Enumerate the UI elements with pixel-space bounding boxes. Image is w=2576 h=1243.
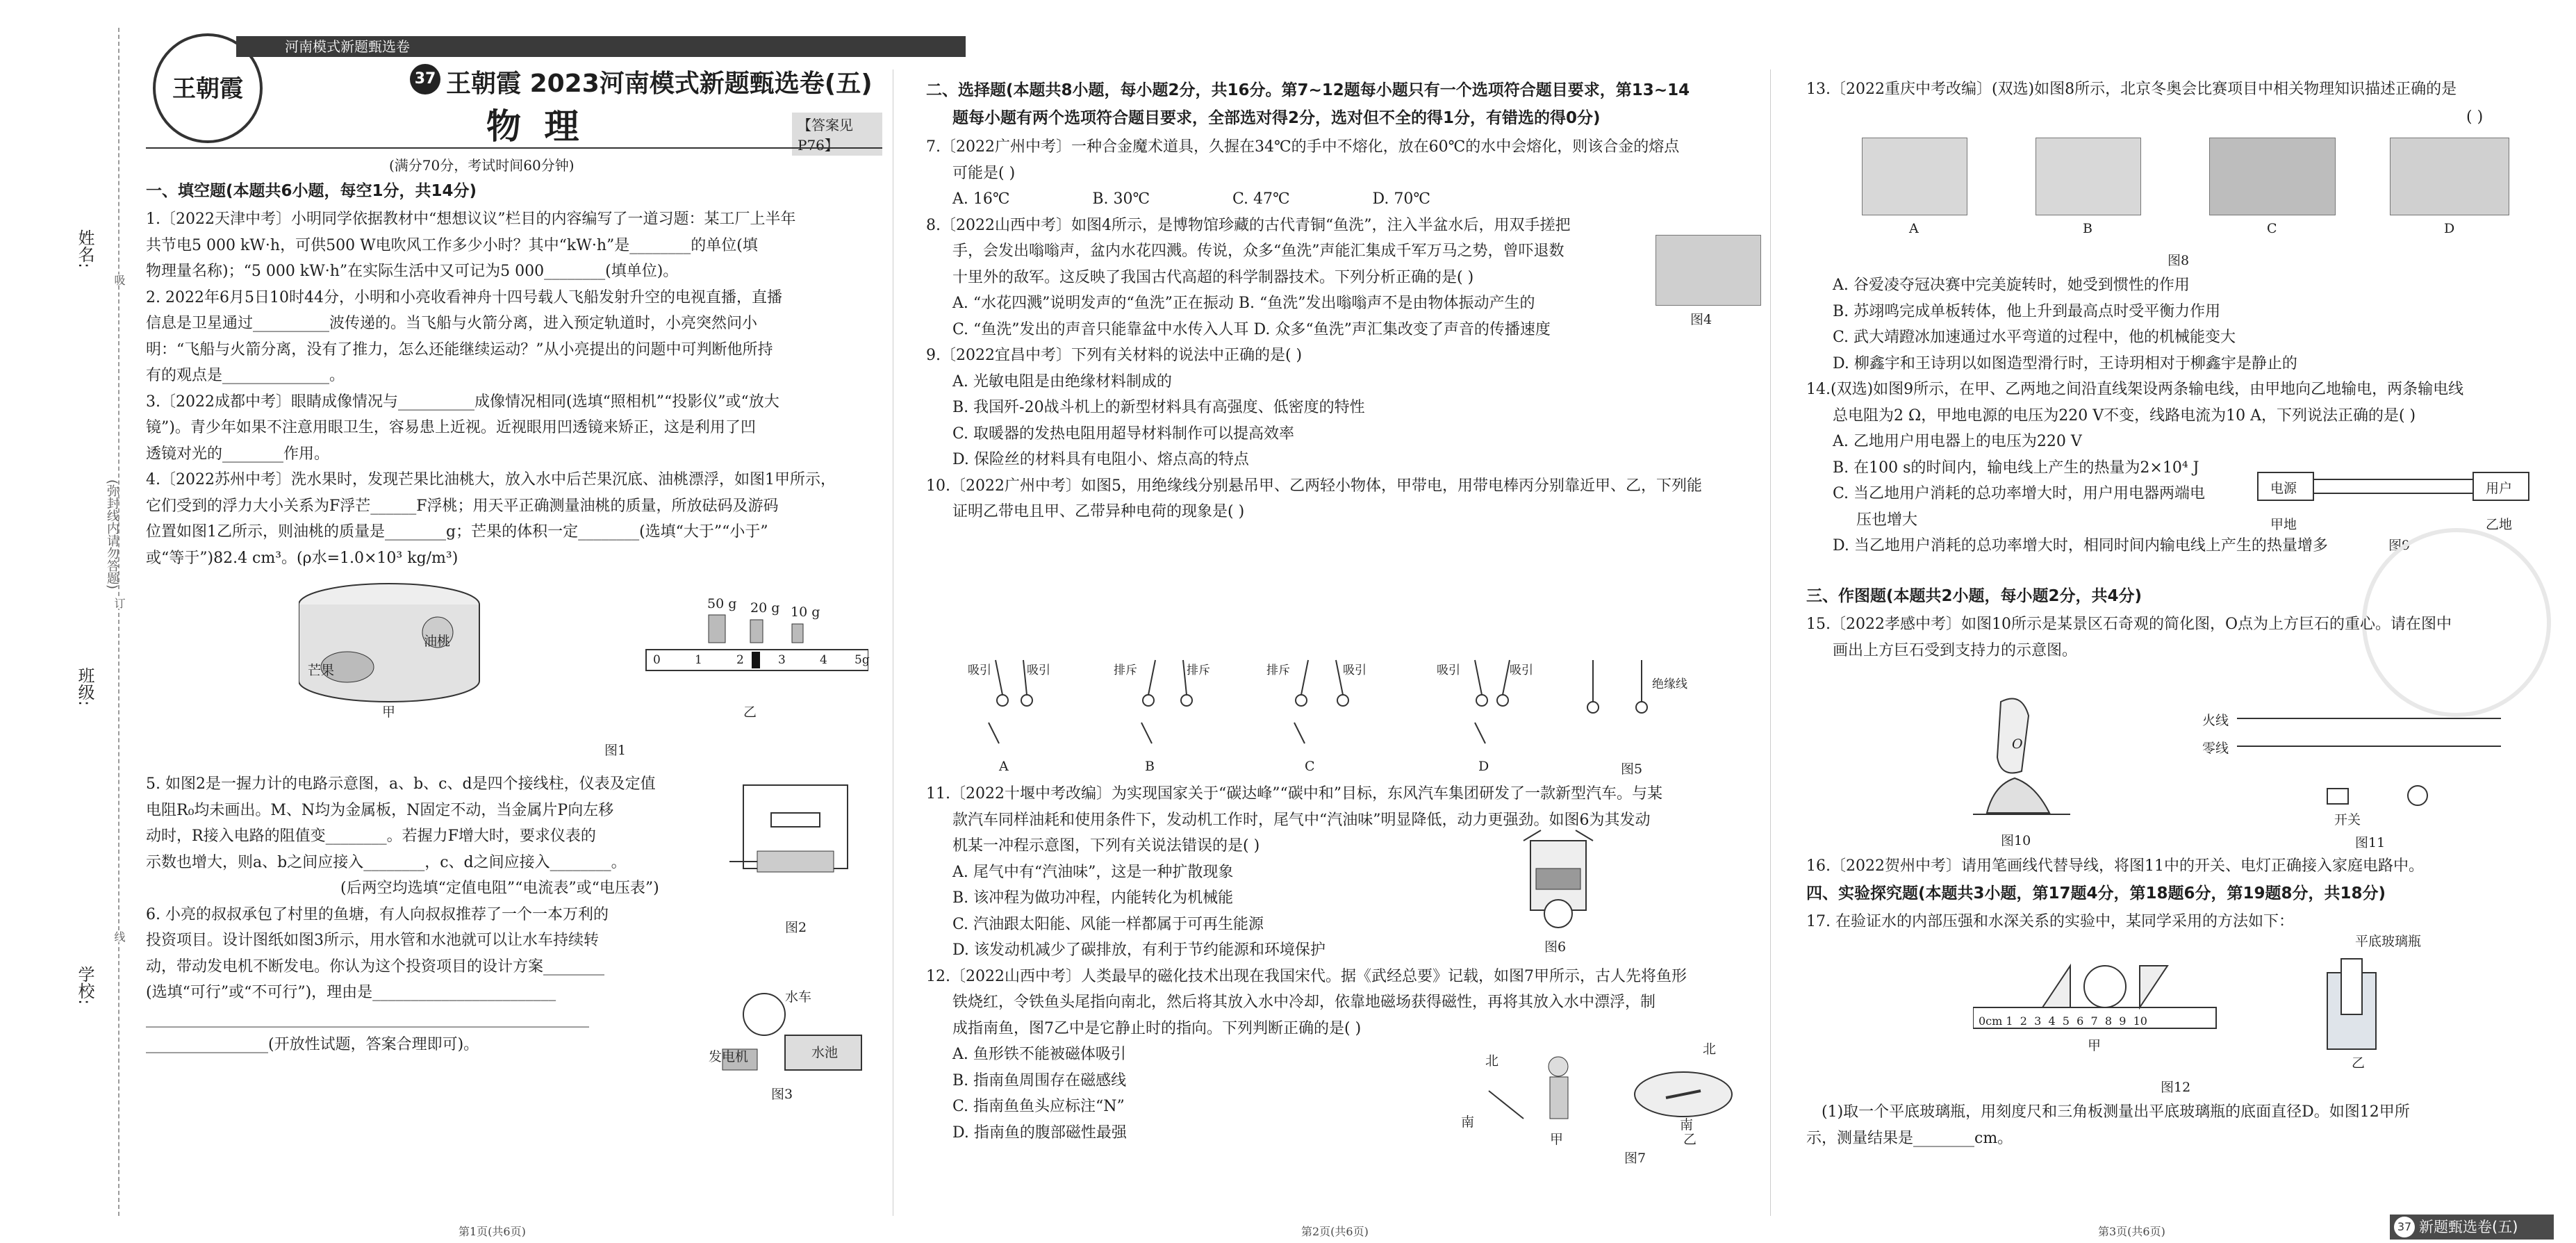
page-1-footer: 第1页(共6页) — [459, 1225, 526, 1238]
fig3-generator-label: 发电机 — [709, 1049, 749, 1064]
fig12-caption: 图12 — [2161, 1080, 2191, 1095]
fig7-north-a: 北 — [1485, 1053, 1499, 1069]
fig9-a: 甲地 — [2270, 517, 2297, 532]
fig5-word: 吸引 — [1343, 664, 1367, 677]
option-item: B. 苏翊鸣完成单板转体，他上升到最高点时受平衡力作用 — [1833, 302, 2221, 320]
question-line: 9.〔2022宜昌中考〕下列有关材料的说法中正确的是( ) — [926, 347, 1303, 364]
question-line: 8.〔2022山西中考〕如图4所示，是博物馆珍藏的古代青铜“鱼洗”，注入半盆水后，用双手搓把 — [926, 216, 1571, 234]
fig5-wire-label: 绝缘线 — [1652, 677, 1687, 691]
option-item: D. 该发动机减少了碳排放，有利于节约能源和环境保护 — [952, 941, 1326, 959]
question-line: 投资项目。设计图纸如图3所示，用水管和水池就可以让水车持续转 — [146, 932, 599, 949]
question-line: 17. 在验证水的内部压强和水深关系的实验中，某同学采用的方法如下： — [1806, 913, 2294, 930]
option-item: B. 指南鱼周围存在磁感线 — [952, 1071, 1127, 1089]
fig1-scale-tick: 3 — [778, 653, 786, 667]
fig1-scale-tick: 0 — [653, 653, 661, 667]
section-2-title-cont: 题每小题有两个选项符合题目要求，全部选对得2分，选对但不全的得1分，有错选的得0分) — [952, 109, 1601, 127]
section-2-title: 二、选择题(本题共8小题，每小题2分，共16分。第7~12题每小题只有一个选项符合题目要求，第13~14 — [926, 81, 1690, 99]
question-17 — [1806, 909, 2294, 935]
option-item: D. 指南鱼的腹部磁性最强 — [952, 1123, 1127, 1142]
fig3-pool-label: 水池 — [811, 1045, 839, 1060]
option-item: B. 该冲程为做功冲程，内能转化为机械能 — [952, 889, 1234, 907]
fig7-south-a: 南 — [1461, 1114, 1475, 1130]
question-line: 共节电5 000 kW·h，可供500 W电吹风工作多少小时？其中“kW·h”是________的单位(填 — [146, 236, 758, 254]
name-label: 姓名: — [75, 229, 94, 269]
option-item: C. 汽油跟太阳能、风能一样都属于可再生能源 — [952, 915, 1264, 933]
question-line: 物理量名称)；“5 000 kW·h”在实际生活中又可记为5 000________(填单位)。 — [146, 263, 679, 280]
paper-title — [446, 64, 873, 99]
figure-5 — [947, 653, 1711, 757]
option-item: D. 柳鑫宇和王诗玥以如图造型滑行时，王诗玥相对于柳鑫宇是静止的 — [1833, 354, 2297, 372]
question-line: 位置如图1乙所示，则油桃的质量是________g；芒果的体积一定________(选填“大于”“小于” — [146, 523, 768, 541]
question-line: 证明乙带电且甲、乙带异种电荷的现象是( ) — [952, 503, 1245, 520]
question-line: 6. 小亮的叔叔承包了村里的鱼塘，有人向叔叔推荐了一个一本万利的 — [146, 905, 609, 923]
question-15 — [1806, 611, 2452, 664]
question-line: 铁烧红，令铁鱼头尾指向南北，然后将其放入水中冷却，依靠地磁场获得磁性，再将其放入水中漂浮，制 — [952, 994, 1656, 1011]
question-line: 款汽车同样油耗和使用条件下，发动机工作时，尾气中“汽油味”明显降低，动力更强劲。如图6为其发动 — [952, 811, 1651, 829]
questions-5-6 — [146, 771, 659, 1058]
question-line: 1.〔2022天津中考〕小明同学依据教材中“想想议议”栏目的内容编写了一道习题：某工厂上半年 — [146, 211, 796, 228]
page-2-footer: 第2页(共6页) — [1301, 1225, 1369, 1238]
question-line: 示数也增大，则a、b之间应接入________，c、d之间应接入________。 — [146, 853, 627, 871]
question-line: 透镜对光的________作用。 — [146, 445, 330, 463]
fig9-source: 电源 — [2270, 481, 2297, 496]
page-2 — [926, 0, 1767, 1243]
options-line: A. 16℃ B. 30℃ C. 47℃ D. 70℃ — [952, 190, 1430, 208]
question-line: 它们受到的浮力大小关系为F浮芒______F浮桃；用天平正确测量油桃的质量，所放砝码及游码 — [146, 497, 779, 515]
question-line: 12.〔2022山西中考〕人类最早的磁化技术出现在我国宋代。据《武经总要》记载，如图7甲所示，古人先将鱼形 — [926, 967, 1687, 985]
figure-6-engine — [1503, 827, 1614, 931]
fig5-caption: 图5 — [1621, 762, 1643, 777]
fig7-caption-b: 乙 — [1683, 1132, 1697, 1147]
figure-8-photo — [2209, 138, 2336, 215]
question-17-part-1 — [1806, 1099, 2410, 1151]
fig5-word: 排斥 — [1114, 664, 1137, 677]
question-line: 14.(双选)如图9所示，在甲、乙两地之间沿直线架设两条输电线，由甲地向乙地输电，两条输电线 — [1806, 381, 2464, 398]
binding-mark: 吸 — [113, 274, 126, 286]
title-text: 2023河南模式新题甄选卷(五) — [529, 69, 873, 98]
answer-ref: 【答案见P76】 — [792, 113, 882, 156]
binding-line — [118, 28, 119, 1216]
question-line: 动时，R接入电路的阻值变________。若握力F增大时，要求仪表的 — [146, 828, 596, 845]
binding-mark: 订 — [113, 598, 126, 609]
page-3-footer: 第3页(共6页) — [2098, 1225, 2165, 1238]
fig1-weight: 50 g — [707, 596, 737, 611]
school-label: 学校: — [75, 966, 94, 1005]
question-line: 2. 2022年6月5日10时44分，小明和小亮收看神舟十四号载人飞船发射升空的电视直播，直播 — [146, 288, 782, 306]
questions-1-4 — [146, 206, 836, 571]
fig2-caption: 图2 — [785, 920, 807, 935]
option-item: 压也增大 — [1856, 511, 1918, 529]
fig12-caption-b: 乙 — [2352, 1055, 2366, 1071]
fig1-peach-label: 油桃 — [424, 634, 451, 649]
fig5-option: B — [1145, 759, 1155, 774]
question-line: 电阻R₀均未画出。M、N均为金属板，N固定不动，当金属片P向左移 — [146, 801, 614, 819]
section-3-title: 三、作图题(本题共2小题，每小题2分，共4分) — [1806, 587, 2142, 605]
options-line: C. “鱼洗”发出的声音只能靠盆中水传入人耳 D. 众多“鱼洗”声汇集改变了声音的传播速度 — [952, 320, 1551, 338]
figure-8-photo — [2390, 138, 2509, 215]
column-divider — [1770, 69, 1771, 1216]
figure-12 — [1973, 952, 2459, 1063]
fig1-scale-tick: 2 — [736, 653, 744, 667]
question-line: 信息是卫星通过__________波传递的。当飞船与火箭分离，进入预定轨道时，小亮突然问小 — [146, 315, 758, 332]
brand-name: 王朝霞 — [446, 69, 522, 98]
fig11-zero: 零线 — [2202, 741, 2229, 756]
fig5-word: 排斥 — [1187, 664, 1210, 677]
option-item: D. 保险丝的材料具有电阻小、熔点高的特点 — [952, 451, 1249, 468]
questions-7-10 — [926, 134, 1702, 525]
figure-7 — [1461, 1042, 1739, 1146]
footer-badge-number: 37 — [2394, 1217, 2415, 1237]
question-line: 5. 如图2是一握力计的电路示意图，a、b、c、d是四个接线柱，仪表及定值 — [146, 775, 656, 793]
option-item: B. 在100 s的时间内，输电线上产生的热量为2×10⁴ J — [1833, 459, 2199, 477]
fig8-label: C — [2267, 221, 2277, 236]
fig1-mango-label: 芒果 — [308, 663, 335, 678]
header-rule — [146, 147, 882, 149]
fig1-scale-tick: 4 — [820, 653, 827, 667]
fig8-label: B — [2083, 221, 2092, 236]
brand-logo-text: 王朝霞 — [172, 75, 243, 103]
fig5-option: C — [1305, 759, 1315, 774]
fig5-word: 吸引 — [1510, 664, 1533, 677]
fig1-scale-tick: 1 — [695, 653, 702, 667]
section-4-title: 四、实验探究题(本题共3小题，第17题4分，第18题6分，第19题8分，共18分) — [1806, 884, 2386, 903]
option-item: C. 当乙地用户消耗的总功率增大时，用户用电器两端电 — [1833, 485, 2206, 502]
fig1-caption: 图1 — [604, 743, 627, 758]
fig5-word: 吸引 — [1027, 664, 1050, 677]
fig7-caption-a: 甲 — [1550, 1132, 1564, 1147]
question-line: 明：“飞船与火箭分离，没有了推力，怎么还能继续运动？”从小亮提出的问题中可判断他所持 — [146, 340, 773, 359]
fig7-south-b: 南 — [1680, 1117, 1694, 1133]
fig12-scale: 0cm 1 2 3 4 5 6 7 8 9 10 — [1979, 1014, 2147, 1028]
fig7-caption: 图7 — [1624, 1151, 1646, 1166]
option-item: C. 指南鱼鱼头应标注“N” — [952, 1098, 1125, 1115]
fig3-wheel-label: 水车 — [785, 989, 812, 1005]
answer-bracket: ( ) — [2466, 108, 2484, 126]
question-line: 可能是( ) — [952, 164, 1016, 182]
binding-warning: (弥封线内请勿答题) — [105, 479, 119, 590]
fig10-caption: 图10 — [2001, 833, 2031, 848]
question-line: 机某一冲程示意图，下列有关说法错误的是( ) — [952, 837, 1260, 855]
fig8-caption: 图8 — [2168, 253, 2190, 268]
fig8-label: D — [2444, 221, 2455, 236]
figure-4-photo — [1656, 235, 1761, 306]
question-line: 或“等于”)82.4 cm³。(ρ水=1.0×10³ kg/m³) — [146, 549, 459, 567]
fig1-caption-b: 乙 — [743, 705, 757, 720]
question-line: (1)取一个平底玻璃瓶，用刻度尺和三角板测量出平底玻璃瓶的底面直径D。如图12甲所 — [1822, 1103, 2410, 1121]
question-line: 成指南鱼，图7乙中是它静止时的指向。下列判断正确的是( ) — [952, 1019, 1362, 1037]
question-line: __________________________________________________________ — [146, 1010, 589, 1028]
option-item: B. 我国歼-20战斗机上的新型材料具有高强度、低密度的特性 — [952, 399, 1365, 416]
footer-badge-text: 新题甄选卷(五) — [2419, 1219, 2518, 1235]
question-line: (后两空均选填“定值电阻”“电流表”或“电压表”) — [340, 880, 659, 897]
question-line: 16.〔2022贺州中考〕请用笔画线代替导线，将图11中的开关、电灯正确接入家庭电路中。 — [1806, 857, 2424, 875]
fig1-scale-tick: 5g — [854, 653, 870, 667]
fig9-user: 用户 — [2486, 481, 2513, 496]
question-line: 画出上方巨石受到支持力的示意图。 — [1833, 641, 2078, 659]
page-3 — [1806, 0, 2557, 1243]
fig5-option: A — [999, 759, 1009, 774]
footer-badge — [2390, 1215, 2554, 1240]
question-line: ________________(开放性试题，答案合理即可)。 — [146, 1036, 479, 1053]
option-item: D. 当乙地用户消耗的总功率增大时，相同时间内输电线上产生的热量增多 — [1833, 537, 2328, 554]
figure-10 — [1973, 688, 2070, 827]
question-line: (选填“可行”或“不可行”)，理由是________________________ — [146, 984, 556, 1001]
class-label: 班级: — [75, 667, 94, 707]
fig11-fire: 火线 — [2202, 713, 2229, 728]
fig5-word: 排斥 — [1266, 664, 1290, 677]
option-item: C. 武大靖蹬冰加速通过水平弯道的过程中，他的机械能变大 — [1833, 329, 2236, 346]
question-line: 示，测量结果是________cm。 — [1806, 1129, 2013, 1147]
fig7-north-b: 北 — [1703, 1042, 1717, 1057]
question-line: 13.〔2022重庆中考改编〕(双选)如图8所示，北京冬奥会比赛项目中相关物理知识描述正确的是 — [1806, 81, 2457, 98]
fig8-label: A — [1909, 221, 1919, 236]
question-line: 11.〔2022十堰中考改编〕为实现国家关于“碳达峰”“碳中和”目标，东风汽车集团研发了一款新型汽车。与某 — [926, 785, 1662, 802]
fig5-word: 吸引 — [1437, 664, 1460, 677]
question-line: 十里外的敌军。这反映了我国古代高超的科学制器技术。下列分析正确的是( ) — [952, 268, 1474, 286]
fig12-bottle: 平底玻璃瓶 — [2355, 934, 2422, 949]
page-1 — [146, 0, 882, 1243]
figure-2-circuit — [729, 771, 868, 910]
paper-number: 37 — [410, 64, 440, 94]
fig5-word: 吸引 — [968, 664, 991, 677]
fig11-caption: 图11 — [2355, 835, 2386, 850]
question-line: 镜”)。青少年如果不注意用眼卫生，容易患上近视。近视眼用凹透镜来矫正，这是利用了凹 — [146, 419, 756, 436]
question-line: 4.〔2022苏州中考〕洗水果时，发现芒果比油桃大，放入水中后芒果沉底、油桃漂浮，如图1甲所示， — [146, 471, 836, 488]
subject-title: 物 理 — [486, 106, 585, 147]
fig11-switch: 开关 — [2334, 812, 2361, 828]
fig12-caption-a: 甲 — [2088, 1038, 2102, 1053]
question-line: 手，会发出嗡嗡声，盆内水花四溅。传说，众多“鱼洗”声能汇集成千军万马之势，曾吓退数 — [952, 242, 1564, 260]
fig5-option: D — [1478, 759, 1489, 774]
question-line: 3.〔2022成都中考〕眼睛成像情况与__________成像情况相同(选填“照相机”“投影仪”或“放大 — [146, 393, 779, 411]
question-line: 有的观点是______________。 — [146, 367, 345, 384]
fig1-caption-a: 甲 — [382, 705, 396, 720]
option-item: C. 取暖器的发热电阻用超导材料制作可以提高效率 — [952, 425, 1295, 443]
question-line: 总电阻为2 Ω，甲地电源的电压为220 V不变，线路电流为10 A，下列说法正确的是( ) — [1833, 406, 2416, 425]
option-item: A. 光敏电阻是由绝缘材料制成的 — [952, 372, 1172, 390]
options-line: A. “水花四溅”说明发声的“鱼洗”正在振动 B. “鱼洗”发出嗡嗡声不是由物体振动产生的 — [952, 295, 1535, 312]
exam-meta: (满分70分，考试时间60分钟) — [389, 157, 575, 174]
option-item: A. 乙地用户用电器上的电压为220 V — [1833, 433, 2082, 450]
option-item: A. 鱼形铁不能被磁体吸引 — [952, 1046, 1126, 1063]
question-line: 15.〔2022孝感中考〕如图10所示是某景区石奇观的简化图，O点为上方巨石的重心。请在图中 — [1806, 616, 2452, 633]
fig9-caption: 图9 — [2388, 538, 2411, 553]
figure-8-photo — [2036, 138, 2141, 215]
option-item: A. 谷爱凌夺冠决赛中完美旋转时，她受到惯性的作用 — [1833, 277, 2190, 294]
fig1-weight: 10 g — [791, 604, 820, 620]
fig9-b: 乙地 — [2486, 517, 2513, 532]
fig10-o-label: O — [2012, 736, 2023, 752]
series-banner: 河南模式新题甄选卷 — [236, 36, 966, 57]
question-line: 动，带动发电机不断发电。你认为这个投资项目的设计方案________ — [146, 957, 605, 976]
fig3-caption: 图3 — [771, 1087, 793, 1102]
fig4-caption: 图4 — [1690, 312, 1712, 327]
figure-8-photo — [1862, 138, 1967, 215]
question-line: 10.〔2022广州中考〕如图5，用绝缘线分别悬吊甲、乙两轻小物体，甲带电，用带电棒丙分别靠近甲、乙，下列能 — [926, 477, 1702, 495]
section-1-title: 一、填空题(本题共6小题，每空1分，共14分) — [146, 182, 477, 200]
binding-mark: 线 — [113, 931, 126, 942]
question-line: 7.〔2022广州中考〕一种合金魔术道具，久握在34℃的手中不熔化，放在60℃的水中会熔化，则该合金的熔点 — [926, 138, 1680, 156]
fig6-caption: 图6 — [1544, 939, 1567, 955]
fig1-weight: 20 g — [750, 600, 780, 616]
option-item: A. 尾气中有“汽油味”，这是一种扩散现象 — [952, 863, 1234, 881]
question-16 — [1806, 853, 2424, 880]
